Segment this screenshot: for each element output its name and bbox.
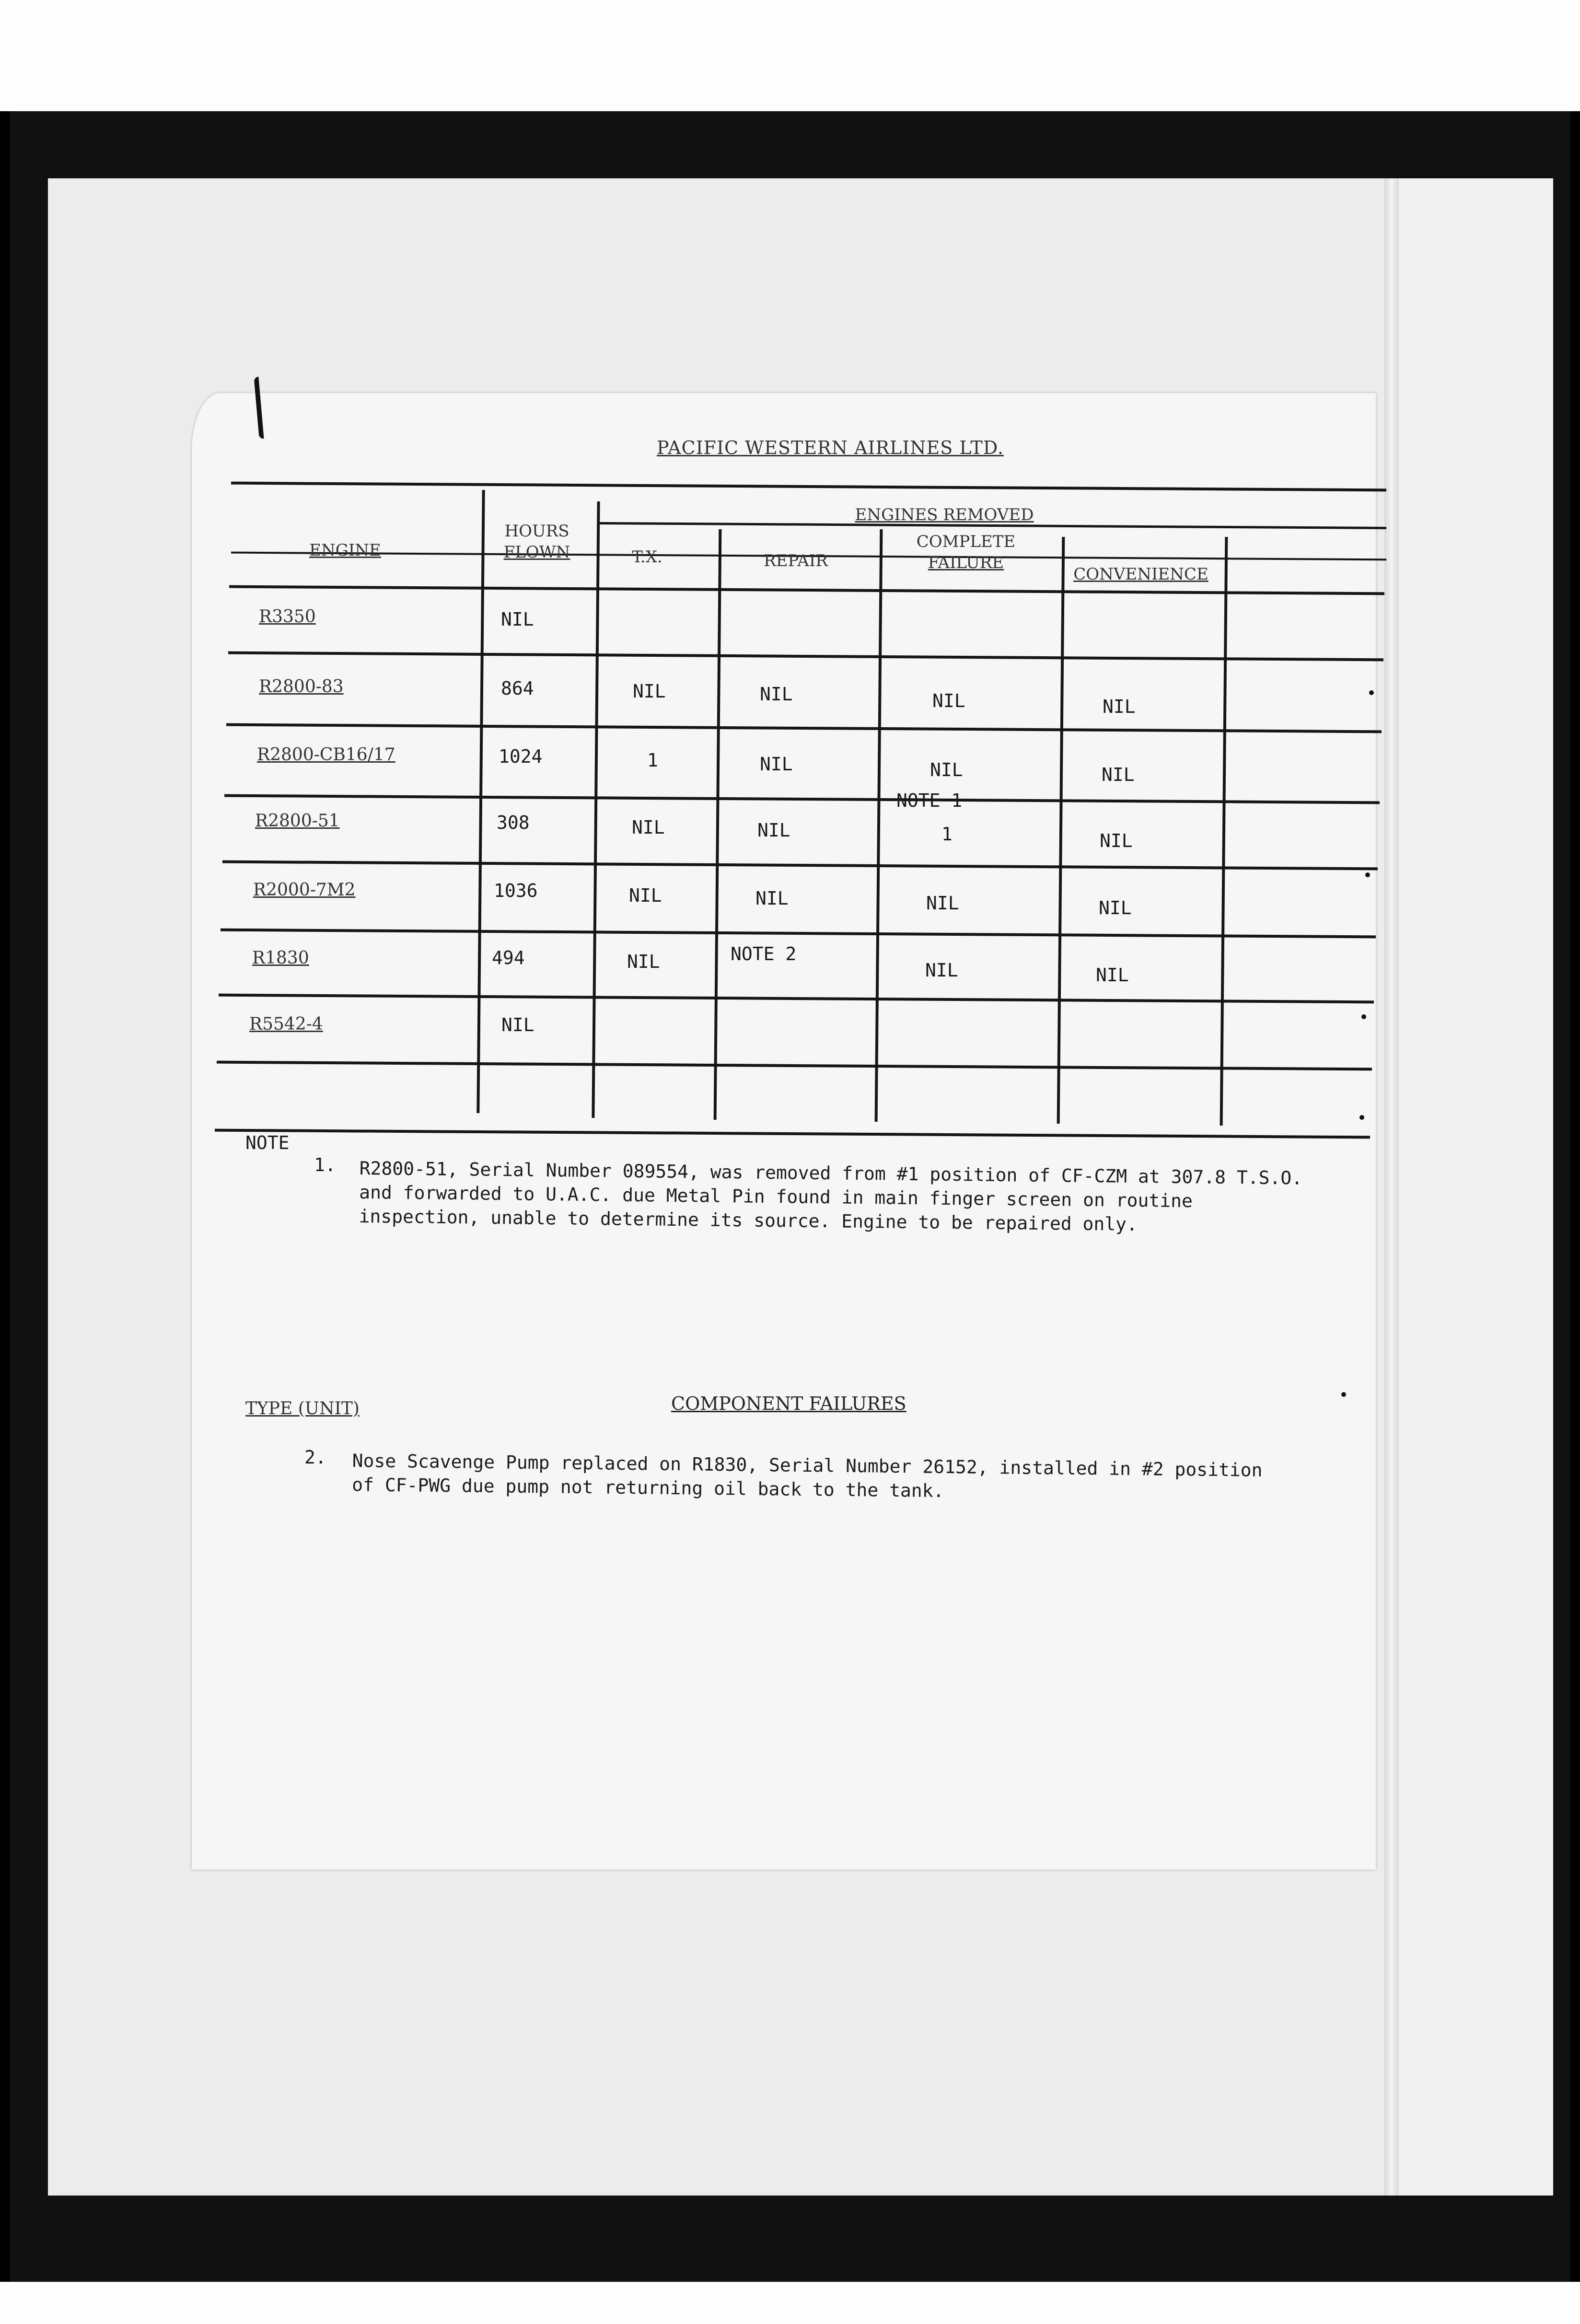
repair-value: NIL <box>755 888 789 909</box>
scan-speck <box>1359 1115 1364 1120</box>
tx-value: 1 <box>647 750 658 771</box>
hours-flown: 1024 <box>499 746 543 767</box>
engine-name: R3350 <box>259 607 316 627</box>
table-rule <box>217 1061 1372 1071</box>
complete-failure-note: NOTE 1 <box>896 790 963 811</box>
table-rule <box>222 860 1378 871</box>
table-column-rule <box>1220 537 1228 1126</box>
column-header-engine: ENGINE <box>309 541 381 560</box>
component-failure-text: Nose Scavenge Pump replaced on R1830, Serial Number 26152, installed in #2 position of CF-PWG due pump not returning oil back to the tank. <box>351 1450 1263 1501</box>
repair-value: NIL <box>760 684 793 705</box>
column-header-hours-line1: HOURS <box>504 522 569 541</box>
table-column-rule <box>714 529 722 1120</box>
scan-speck <box>1361 1014 1366 1019</box>
table-rule <box>229 585 1384 595</box>
repair-value: NOTE 2 <box>731 943 797 964</box>
component-failures-title: COMPONENT FAILURES <box>671 1393 906 1414</box>
complete-failure-value: 1 <box>941 824 953 845</box>
column-header-complete-line2: FAILURE <box>928 553 1004 572</box>
complete-failure-value: NIL <box>932 690 965 711</box>
tx-value: NIL <box>632 817 665 838</box>
hours-flown: 308 <box>497 812 530 833</box>
hours-flown: NIL <box>501 609 534 630</box>
engine-name: R5542-4 <box>249 1014 323 1034</box>
table-rule <box>228 651 1383 662</box>
repair-value: NIL <box>760 754 793 775</box>
repair-value: NIL <box>757 820 790 841</box>
table-column-rule <box>592 501 600 1118</box>
complete-failure-value: NIL <box>925 960 958 981</box>
table-rule <box>226 723 1382 733</box>
column-header-tx: T.X. <box>632 547 662 567</box>
scan-speck <box>1341 1392 1346 1397</box>
column-header-convenience: CONVENIENCE <box>1073 565 1208 584</box>
convenience-value: NIL <box>1099 897 1132 918</box>
component-failure-number: 2. <box>304 1447 326 1468</box>
table-rule <box>215 1129 1370 1139</box>
convenience-value: NIL <box>1096 964 1129 986</box>
convenience-value: NIL <box>1102 764 1135 785</box>
hours-flown: 864 <box>501 678 534 699</box>
complete-failure-value: NIL <box>926 893 959 914</box>
convenience-value: NIL <box>1103 696 1136 717</box>
column-header-complete-failure <box>882 531 1050 573</box>
tx-value: NIL <box>629 885 662 906</box>
table-rule <box>231 482 1386 492</box>
tx-value: NIL <box>633 681 666 702</box>
engine-name: R2800-51 <box>255 811 340 831</box>
note-number: 1. <box>314 1154 336 1175</box>
company-title: PACIFIC WESTERN AIRLINES LTD. <box>657 437 1004 458</box>
engine-name: R2800-83 <box>259 677 344 697</box>
complete-failure-value: NIL <box>930 759 963 780</box>
hours-flown: NIL <box>501 1014 534 1035</box>
hours-flown: 494 <box>492 947 525 968</box>
table-column-rule <box>476 490 485 1113</box>
table-rule <box>219 994 1374 1004</box>
convenience-value: NIL <box>1100 830 1133 851</box>
column-header-repair: REPAIR <box>764 551 828 570</box>
engine-name: R2000-7M2 <box>253 880 356 900</box>
table-column-rule <box>875 529 883 1122</box>
tx-value: NIL <box>627 951 660 972</box>
engines-removed-header: ENGINES REMOVED <box>855 505 1034 524</box>
column-header-hours <box>484 521 590 563</box>
engine-name: R2800-CB16/17 <box>257 745 395 765</box>
table-rule <box>224 794 1380 804</box>
column-header-hours-line2: FLOWN <box>503 543 570 562</box>
column-header-complete-line1: COMPLETE <box>916 532 1016 551</box>
note-label: NOTE <box>245 1132 290 1153</box>
table-column-rule <box>1057 537 1065 1124</box>
table-rule <box>221 929 1376 939</box>
scan-speck <box>1365 872 1370 877</box>
type-unit-heading: TYPE (UNIT) <box>245 1399 360 1418</box>
note-1-text: R2800-51, Serial Number 089554, was removed from #1 position of CF-CZM at 307.8 T.S.O. and forwarded to U.A.C. due Metal Pin found in main finger screen on routine inspection, unable to determine its source. Engine to be repaired only. <box>359 1157 1303 1235</box>
scan-speck <box>1369 690 1374 695</box>
hours-flown: 1036 <box>494 880 538 901</box>
engine-name: R1830 <box>252 948 309 968</box>
